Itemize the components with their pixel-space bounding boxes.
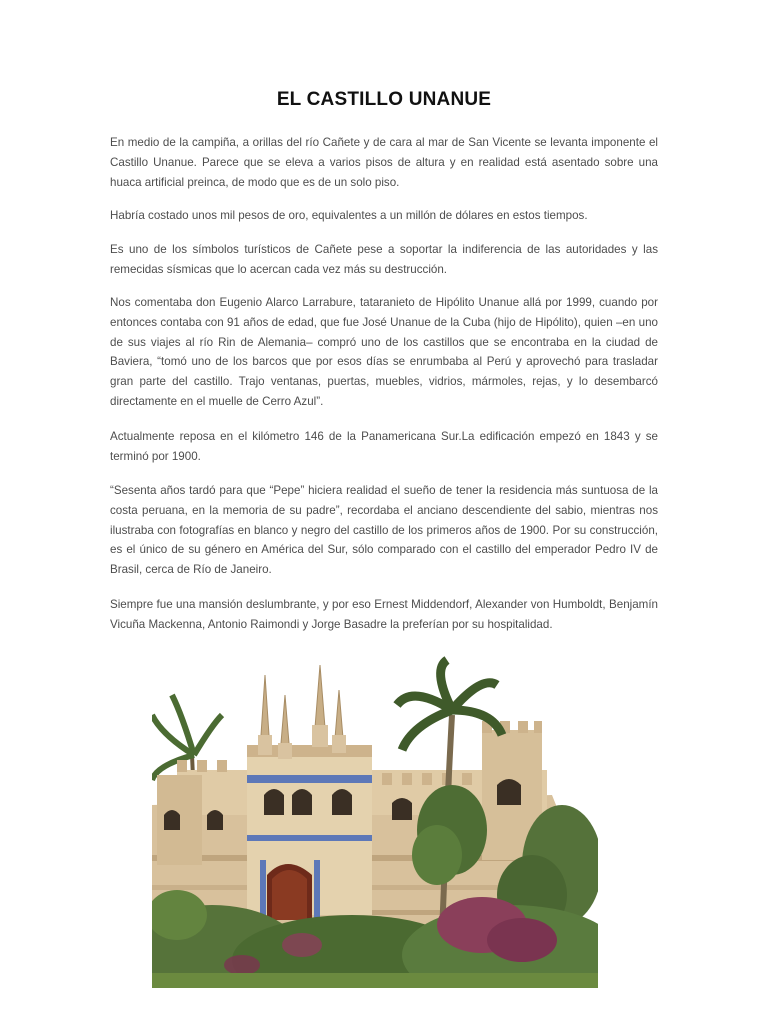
paragraph-7: Siempre fue una mansión deslumbrante, y por eso Ernest Middendorf, Alexander von Humboldt, Benjamín Vicuña Mackenna, Antonio Raimondi y Jorge Basadre la preferían por su hospitalidad.: [110, 598, 658, 631]
page-title: EL CASTILLO UNANUE: [276, 89, 492, 110]
castle-photo: [152, 655, 598, 988]
paragraph-5: Actualmente reposa en el kilómetro 146 de la Panamericana Sur.La edificación empezó en 1843 y se terminó por 1900.: [110, 430, 658, 463]
paragraph-6: “Sesenta años tardó para que “Pepe” hiciera realidad el sueño de tener la residencia más suntuosa de la costa peruana, en la memoria de su padre”, recordaba el anciano descendiente del sabio, mientras nos ilustraba con fotografías en blanco y negro del castillo de los primeros años de 1900. Por su construcción, es el único de su género en América del Sur, sólo comparado con el castillo del emperador Pedro IV de Brasil, cerca de Río de Janeiro.: [110, 484, 658, 577]
paragraph-2: Habría costado unos mil pesos de oro, equivalentes a un millón de dólares en estos tiempos.: [110, 209, 588, 222]
paragraph-4: Nos comentaba don Eugenio Alarco Larrabure, tataranieto de Hipólito Unanue allá por 1999, cuando por entonces contaba con 91 años de edad, que fue José Unanue de la Cuba (hijo de Hipólito), quien –en uno de sus viajes al río Rin de Alemania– compró uno de los castillos que se encontraba en la ciudad de Baviera, “tomó uno de los barcos que por esos días se enrumbaba al Perú y aprovechó para trasladar gran parte del castillo. Trajo ventanas, puertas, muebles, vidrios, mármoles, rejas, y lo desembarcó directamente en el muelle de Cerro Azul”.: [110, 296, 658, 408]
paragraph-1: En medio de la campiña, a orillas del río Cañete y de cara al mar de San Vicente se levanta imponente el Castillo Unanue. Parece que se eleva a varios pisos de altura y en realidad está asentado sobre una huaca artificial preinca, de modo que es de un solo piso.: [110, 136, 658, 189]
paragraph-3: Es uno de los símbolos turísticos de Cañete pese a soportar la indiferencia de las autoridades y las remecidas sísmicas que lo acercan cada vez más su destrucción.: [110, 243, 658, 276]
